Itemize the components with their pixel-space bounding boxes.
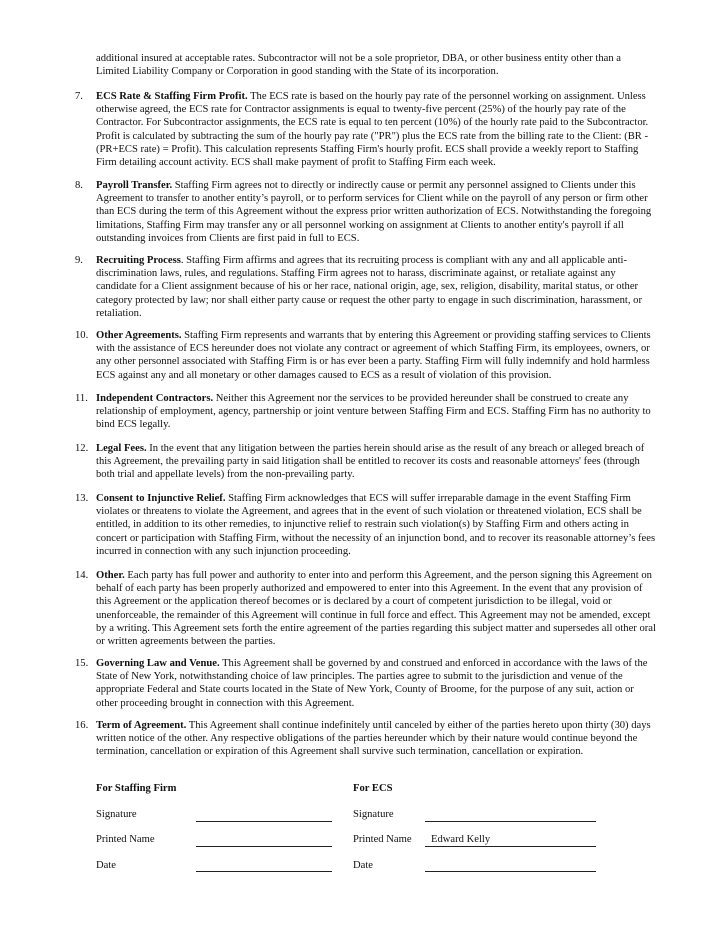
clause-text: Neither this Agreement nor the services to be provided hereunder shall be construed to create any relationship of employment, agency, partnership or joint venture between Staffing Firm and ECS. Staffing Firm has no authority to bind ECS legally. — [96, 393, 651, 431]
clause-text: This Agreement shall continue indefinitely until canceled by either of the parties hereto upon thirty (30) days written notice of the other. Any respective obligations of the parties hereunder which by their nature would continue beyond the termination, cancellation or expiration of this Agreement shall survive such termination, cancellation or expiration. — [96, 720, 651, 758]
clause-heading: ECS Rate & Staffing Firm Profit. — [96, 91, 248, 102]
clause-text: Each party has full power and authority to enter into and perform this Agreement, and the person signing this Agreement on behalf of each party has been properly authorized and empowered to enter into this Agreement. In the event that any provision of this Agreement or the application thereof becomes or is declared by a court of competent jurisdiction to be illegal, void or unenforceable, the remainder of this Agreement will continue in full force and effect. This Agreement may not be amended, except by a writing. This Agreement sets forth the entire agreement of the parties regarding this subject matter and supersedes all other oral or written agreements between the parties. — [96, 570, 656, 648]
clause-number: 15. — [75, 658, 89, 669]
clause-number: 16. — [75, 720, 89, 731]
clause-number: 11. — [75, 393, 88, 404]
clause-text: In the event that any litigation between the parties herein should arise as the result of any breach or alleged breach of this Agreement, the prevailing party in said litigation shall be entitled to recover its costs and reasonable attorneys' fees (through both trial and appellate levels) from the non-prevailing party. — [96, 443, 645, 481]
staffing-firm-date-line[interactable] — [196, 871, 332, 872]
continuation-paragraph: additional insured at acceptable rates. Subcontractor will not be a sole proprietor, DBA, or other business entity other than a Limited Liability Company or Corporation in good standing with the State of its incorporation. — [96, 53, 621, 78]
clause-heading: Other. — [96, 570, 125, 581]
ecs-signature-label: Signature — [353, 809, 394, 820]
ecs-date-label: Date — [353, 860, 373, 871]
clause-body — [96, 254, 656, 320]
clause-body — [96, 719, 656, 759]
clause-text: Staffing Firm represents and warrants that by entering this Agreement or providing staffing services to Clients with the assistance of ECS hereunder does not violate any contract or agreement of which Staffing Firm, its employees, owners, or any other personnel associated with Staffing Firm is or has ever been a party. Staffing Firm will fully indemnify and hold harmless ECS against any and all monetary or other damages caused to ECS as a result of violation of this provision. — [96, 330, 651, 381]
clause-heading: Independent Contractors. — [96, 393, 214, 404]
clause-number: 7. — [75, 91, 83, 102]
ecs-printed-name-value: Edward Kelly — [431, 834, 491, 845]
clause-body — [96, 657, 656, 710]
clause-body — [96, 329, 656, 382]
ecs-heading: For ECS — [353, 783, 393, 794]
clause-heading: Recruiting Process — [96, 255, 181, 266]
staffing-firm-printed-name-label: Printed Name — [96, 834, 155, 845]
ecs-printed-name-label: Printed Name — [353, 834, 412, 845]
clause-heading: Payroll Transfer. — [96, 180, 173, 191]
ecs-signature-line[interactable] — [425, 821, 596, 822]
clause-body — [96, 569, 656, 648]
clause-number: 12. — [75, 443, 89, 454]
clause-text: . Staffing Firm affirms and agrees that its recruiting process is compliant with any and all applicable anti-discrimination laws, rules, and regulations. Staffing Firm agrees not to harass, discriminate against, or retaliate against any candidate for a Client assignment because of his or her race, national origin, age, sex, religion, disability, marital status, or other category protected by law; nor shall either party cause or request the other party to engage in such discrimination, harassment, or retaliation. — [96, 255, 642, 319]
clause-number: 8. — [75, 180, 83, 191]
clause-heading: Legal Fees. — [96, 443, 147, 454]
clause-number: 10. — [75, 330, 89, 341]
staffing-firm-heading: For Staffing Firm — [96, 783, 177, 794]
ecs-date-line[interactable] — [425, 871, 596, 872]
staffing-firm-signature-line[interactable] — [196, 821, 332, 822]
clause-body — [96, 179, 656, 245]
clause-heading: Consent to Injunctive Relief. — [96, 493, 226, 504]
clause-heading: Term of Agreement. — [96, 720, 187, 731]
clause-text: The ECS rate is based on the hourly pay rate of the personnel working on assignment. Unless otherwise agreed, the ECS rate for Contractor assignments is equal to twenty-five percent (25%) of the hourly pay rate of the Contractor. For Subcontractor assignments, the ECS rate is equal to ten percent (10%) of the hourly rate paid to the Subcontractor. Profit is calculated by subtracting the sum of the hourly pay rate ("PR") plus the ECS rate from the billing rate to the Client: (BR - (PR+ECS rate) = Profit). This calculation represents Staffing Firm's hourly profit. ECS shall provide a weekly report to Staffing Firm detailing account activity. ECS shall make payment of profit to Staffing Firm each week. — [96, 91, 649, 169]
clause-text: Staffing Firm agrees not to directly or indirectly cause or permit any personnel assigned to Clients under this Agreement to transfer to another entity’s payroll, or to perform services for Client while on the payroll of any person or firm other than ECS during the term of this Agreement without the express prior written authorization of ECS. Notwithstanding the foregoing limitations, Staffing Firm may transfer any or all personnel working on assignment at Clients to another entity's payroll if all outstanding invoices from Clients are first paid in full to ECS. — [96, 180, 652, 244]
clause-heading: Governing Law and Venue. — [96, 658, 220, 669]
clause-text: This Agreement shall be governed by and construed and enforced in accordance with the laws of the State of New York, notwithstanding choice of law principles. The parties agree to submit to the jurisdiction and venue of the appropriate Federal and State courts located in the State of New York, County of Broome, for the purpose of any suit, action or other proceeding brought in connection with this Agreement. — [96, 658, 648, 709]
clause-body — [96, 392, 656, 432]
staffing-firm-date-label: Date — [96, 860, 116, 871]
staffing-firm-signature-label: Signature — [96, 809, 137, 820]
clause-number: 14. — [75, 570, 89, 581]
clause-body — [96, 90, 656, 169]
clause-text: Staffing Firm acknowledges that ECS will suffer irreparable damage in the event Staffing Firm violates or threatens to violate the Agreement, and agrees that in the event of such violation or threatened violation, ECS shall be entitled, in addition to its other remedies, to injunctive relief to restrain such violation(s) by Staffing Firm and others acting in concert or participation with Staffing Firm, without the necessity of an injunction bond, and to recover its reasonable attorney’s fees incurred in connection with any such injunction proceeding. — [96, 493, 656, 557]
clause-number: 9. — [75, 255, 83, 266]
clause-body — [96, 442, 656, 482]
clause-body — [96, 492, 656, 558]
staffing-firm-printed-name-line[interactable] — [196, 846, 332, 847]
clause-heading: Other Agreements. — [96, 330, 182, 341]
clause-number: 13. — [75, 493, 89, 504]
